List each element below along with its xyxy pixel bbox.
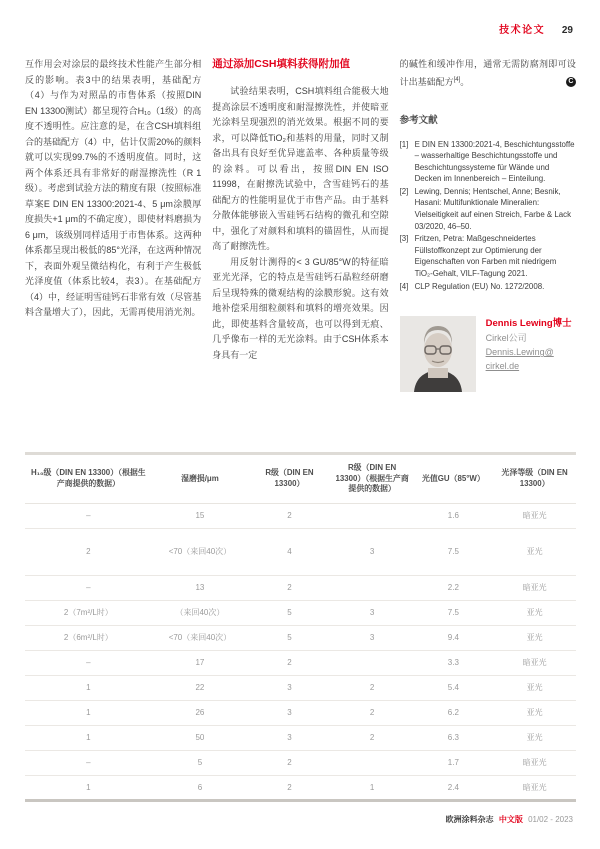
table-cell: 2 [331, 725, 414, 750]
table-cell: 2（7m²/L时） [25, 600, 152, 625]
references-title: 参考文献 [399, 115, 438, 126]
reference-number: [2] [399, 186, 409, 196]
table-cell: 2 [331, 675, 414, 700]
table-cell: 3 [331, 625, 414, 650]
results-table-head [25, 454, 576, 504]
table-cell: 亚光 [493, 675, 576, 700]
table-cell: 1 [86, 782, 91, 792]
table-row [25, 775, 576, 800]
author-block [400, 316, 576, 392]
reference-number: [4] [399, 281, 409, 291]
table-column-header: 光值GU（85°W） [413, 454, 493, 504]
body-paragraph: 互作用会对涂层的最终技术性能产生部分相反的影响。表3中的结果表明，基础配方（4）与作为对照品的市售体系（按照DIN EN 13300测试）都呈现符合H₁₀（1级）的高度不透明性。应注意的是，在含CSH填料组合的基础配方（4）中，估计仅需20%的颜料就可以实现99.7%的不透明度值。同时，这两个体系还具有非常好的耐湿擦洗性（R 1级）。考虑到试验方法的精度有限（按照标准草案E DIN EN 13300:2021-4、5 μm涂膜厚度损失+1 μm的不确定度），即使材料磨损为6 μm，该级别同样适用于市售体系。这两种体系都呈现出极低的85°光泽，在这两种情况下，表面外观呈微结构化，有利于产生极低光泽度值（体系比较4，表3）。在基础配方（4）中，经证明雪硅钙石非常有效（尽管基料含量增大了），因此，无需再使用消光剂。 [25, 59, 202, 317]
table-row [25, 700, 576, 725]
author-company: Cirkel公司 [485, 333, 527, 344]
table-cell: 5.4 [413, 675, 493, 700]
reference-text: Lewing, Dennis; Hentschel, Anne; Besnik, Hasani: Multifunktionale Mineralien: Vielseitigkeit auf einen Streich, Farbe & Lack 03/2020, 46–50. [414, 186, 572, 231]
table-cell: 5 [248, 625, 331, 650]
table-cell: 1 [369, 782, 375, 792]
column-3 [400, 57, 576, 392]
column-1 [25, 57, 201, 392]
author-email-line2[interactable]: cirkel.de [485, 361, 520, 372]
page-number: 29 [561, 25, 573, 36]
table-cell: 暗亚光 [493, 650, 576, 675]
table-header-row [25, 454, 576, 504]
table-cell: – [25, 575, 152, 600]
table-cell: 2（6m²/L时） [25, 625, 152, 650]
footer-magazine-title: 欧洲涂料杂志 [445, 815, 494, 824]
table-cell: 亚光 [493, 625, 576, 650]
table-cell: 暗亚光 [493, 503, 576, 528]
section-label: 技术论文 [499, 25, 546, 36]
table-row [25, 725, 576, 750]
page-header [499, 21, 573, 36]
reference-item [400, 233, 576, 279]
table-cell: 亚光 [493, 700, 576, 725]
table-cell: 7.5 [413, 600, 493, 625]
reference-text: Fritzen, Petra: Maßgeschneidertes Füllstoffkonzept zur Optimierung der Eigenschaften von Farben mit niedrigem TiO₂-Gehalt, VILF-Tagung 2021. [414, 234, 557, 279]
table-cell: 1 [25, 725, 152, 750]
table-cell: 3.3 [413, 650, 493, 675]
table-cell: 26 [152, 700, 248, 725]
table-cell: 亚光 [493, 725, 576, 750]
table-cell: – [25, 503, 152, 528]
table-cell: （来回40次） [152, 600, 248, 625]
table-cell: 1 [25, 675, 152, 700]
author-name: Dennis Lewing博士 [485, 318, 572, 330]
table-cell: 1.7 [413, 750, 493, 775]
table-cell: 亚光 [493, 600, 576, 625]
table-row [25, 528, 576, 575]
table-cell: 5 [152, 750, 248, 775]
author-photo [400, 316, 476, 392]
author-email-line1[interactable]: Dennis.Lewing@ [485, 347, 554, 358]
table-cell: 2 [248, 503, 331, 528]
table-cell: 1.6 [413, 503, 493, 528]
table-cell: 9.4 [413, 625, 493, 650]
table-cell: 暗亚光 [493, 575, 576, 600]
table-cell: 1 [25, 700, 152, 725]
reference-text: CLP Regulation (EU) No. 1272/2008. [414, 281, 545, 291]
paragraph-text: 。 [460, 76, 470, 87]
author-info [486, 316, 572, 392]
end-of-article-icon: C [566, 77, 576, 87]
table-cell: 6 [197, 782, 203, 792]
paragraph-text: 的碱性和缓冲作用，通常无需防腐剂即可设计出基础配方 [399, 59, 576, 87]
table-cell: 暗亚光 [493, 750, 576, 775]
table-cell: 3 [248, 725, 331, 750]
table-cell: 50 [152, 725, 248, 750]
table-cell: 3 [248, 675, 331, 700]
table-cell [331, 750, 414, 775]
article-columns [25, 57, 576, 392]
reference-number: [1] [399, 139, 409, 149]
table-row [25, 675, 576, 700]
table-cell: 4 [248, 528, 331, 575]
table-cell: <70（来回40次） [152, 625, 248, 650]
table-row [25, 503, 576, 528]
reference-item [400, 281, 576, 293]
table-cell: 2 [331, 700, 414, 725]
table-cell: 22 [152, 675, 248, 700]
table-cell: 2 [248, 650, 331, 675]
reference-list [400, 139, 576, 293]
table-cell: 2 [25, 528, 152, 575]
table-column-header: R级（DIN EN 13300）（根据生产商提供的数据） [331, 454, 414, 504]
citation-marker: [4] [453, 76, 461, 83]
table-column-header: 光泽等级（DIN EN 13300） [493, 454, 576, 504]
body-paragraph: 用反射计测得的< 3 GU/85°W的特征暗亚光光泽，它的特点是雪硅钙石晶粒经研磨后呈现特殊的微观结构的涂膜形貌。这有效地补偿采用细粒颜料和填料的增亮效果。因此，即使基料含量较高，也可以得到无痕、几乎像布一样的无光涂料。由于CSH体系本身具有一定 [212, 256, 389, 360]
table-cell: <70（来回40次） [152, 528, 248, 575]
body-paragraph: 试验结果表明，CSH填料组合能极大地提高涂层不透明度和耐湿擦洗性，并使暗亚光涂料呈现强烈的消光效果。根据不同的要求，可以降低TiO₂和基料的用量，同时又制备出具有良好至优异遮盖率、各种质量等级的涂料。可以看出，按照DIN EN ISO 11998，在耐擦洗试验中，含雪硅钙石的基础配方的性能明显优于市售产品。由于基料分散体能够嵌入雪硅钙石结构的微孔和空隙中，强化了对颜料和填料的锚固性，从而提高了耐擦洗性。 [212, 86, 389, 251]
table-cell: 17 [152, 650, 248, 675]
reference-item [400, 186, 576, 232]
page-footer [446, 814, 573, 825]
table-cell: 2 [248, 575, 331, 600]
results-table-body [25, 503, 576, 800]
results-table [25, 452, 576, 802]
table-cell: 3 [248, 700, 331, 725]
table-column-header: 湿磨损/μm [152, 454, 248, 504]
table-cell: 3 [331, 528, 414, 575]
table-cell: 6.3 [413, 725, 493, 750]
table-cell [331, 650, 414, 675]
reference-text: E DIN EN 13300:2021-4, Beschichtungsstoffe – wasserhaltige Beschichtungsstoffe und Beschichtungssysteme für Wände und Decken im Innenbereich – Einteilung. [414, 139, 575, 184]
table-cell: 亚光 [493, 528, 576, 575]
table-row [25, 600, 576, 625]
table-cell: – [25, 650, 152, 675]
reference-item [400, 139, 576, 185]
table-column-header: H₁₀级（DIN EN 13300）（根据生产商提供的数据） [25, 454, 152, 504]
table-row [25, 625, 576, 650]
table-cell: 7.5 [413, 528, 493, 575]
column-2 [212, 57, 388, 392]
reference-number: [3] [399, 234, 409, 244]
table-row [25, 575, 576, 600]
table-column-header: R级（DIN EN 13300） [248, 454, 331, 504]
table-cell: 2.2 [413, 575, 493, 600]
table-cell: 2.4 [447, 782, 459, 792]
footer-issue: 01/02 - 2023 [528, 815, 573, 824]
table-cell [331, 503, 414, 528]
article-section-heading: 通过添加CSH填料获得附加值 [212, 58, 350, 70]
table-cell: 暗亚光 [522, 782, 547, 792]
table-cell: 2 [287, 782, 292, 792]
table-cell: 3 [331, 600, 414, 625]
table-cell [331, 575, 414, 600]
table-cell: 6.2 [413, 700, 493, 725]
table-cell: – [25, 750, 152, 775]
table-row [25, 650, 576, 675]
table-cell: 15 [152, 503, 248, 528]
table-cell: 2 [248, 750, 331, 775]
body-paragraph [400, 57, 576, 90]
footer-edition: 中文版 [498, 815, 523, 824]
table-cell: 5 [248, 600, 331, 625]
table-cell: 13 [152, 575, 248, 600]
table-row [25, 750, 576, 775]
